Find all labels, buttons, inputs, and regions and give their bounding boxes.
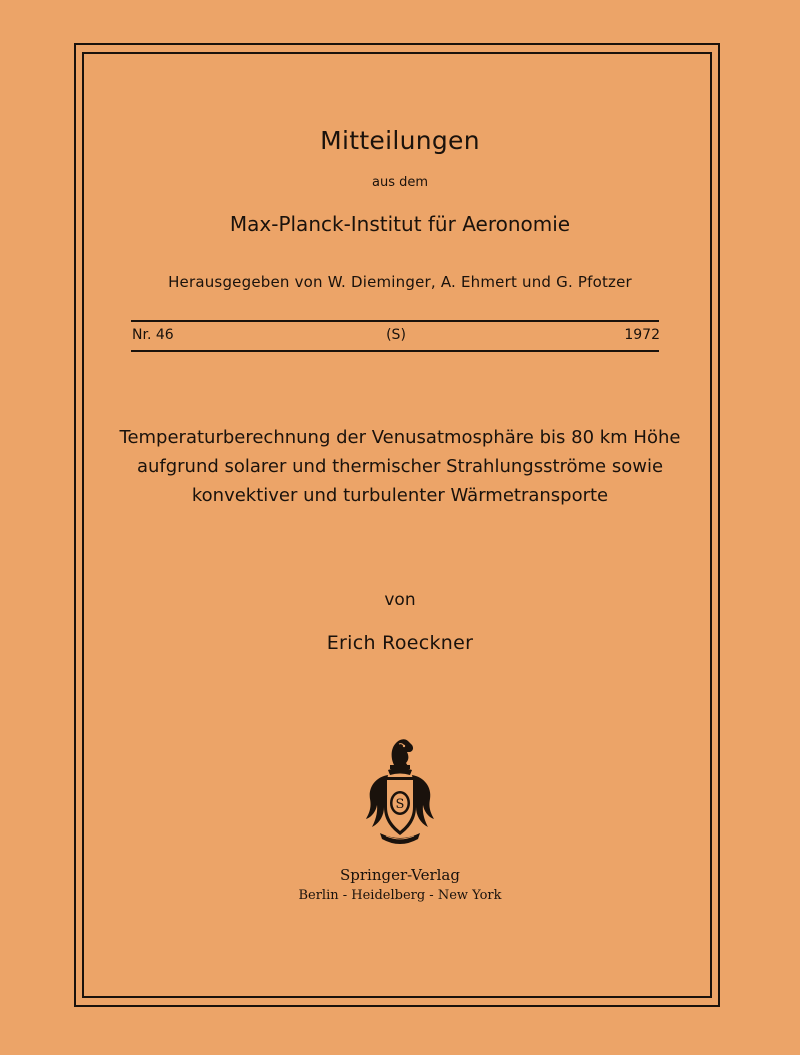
- publisher-name: Springer-Verlag: [340, 866, 460, 884]
- inner-frame: [82, 52, 712, 998]
- svg-text:S: S: [395, 797, 405, 812]
- aus-dem-text: aus dem: [371, 175, 429, 190]
- springer-knight-logo-icon: [358, 735, 442, 853]
- publisher-cities: Berlin - Heidelberg - New York: [298, 888, 502, 903]
- series-number: Nr. 46: [132, 327, 174, 343]
- institute-name: Max-Planck-Institut für Aeronomie: [229, 212, 571, 236]
- title-line-2: aufgrund solarer und thermischer Strahlungsströme sowie: [136, 456, 664, 477]
- title-line-1: Temperaturberechnung der Venusatmosphäre bis 80 km Höhe: [119, 427, 681, 448]
- top-rule: [131, 320, 659, 322]
- editors-line: Herausgegeben von W. Dieminger, A. Ehmert und G. Pfotzer: [168, 273, 632, 291]
- series-section: (S): [386, 327, 406, 343]
- bottom-rule: [131, 350, 659, 352]
- von-text: von: [384, 590, 416, 610]
- series-year: 1972: [624, 327, 660, 343]
- author-name: Erich Roeckner: [326, 632, 474, 654]
- series-title: Mitteilungen: [320, 126, 480, 155]
- publisher-block: [0, 864, 800, 906]
- title-line-3: konvektiver und turbulenter Wärmetransporte: [191, 485, 609, 506]
- work-title: [0, 423, 800, 510]
